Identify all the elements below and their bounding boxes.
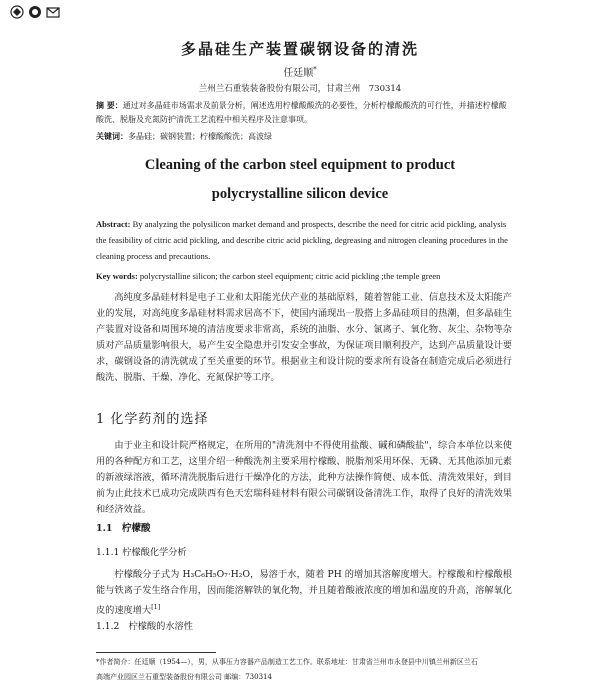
keywords-en-text: polycrystalline silicon; the carbon steel equipment; citric acid pickling ;the temple green [139,271,441,281]
abstract-cn-text: 通过对多晶硅市场需求及前景分析，阐述选用柠檬酸酸洗的必要性，分析柠檬酸酸洗的可行性，并描述柠檬酸酸洗、脱脂及充氮防护清洗工艺流程中相关程序及注意事项。 [96,101,507,124]
citation-ref: [1] [151,603,161,611]
subsection-1-1-2-heading: 1.1.2 柠檬酸的水溶性 [96,621,193,632]
section-1-paragraph: 由于业主和设计院严格规定，在所用的"清洗剂中不得使用盐酸、碱和磷酸盐"，综合本单位以来使用的各种配方和工艺，这里介绍一种酸洗剂主要采用柠檬酸、脱脂剂采用环保、无磷、无其他添加元素的新液绿溶液，循环清洗脱脂后进行干燥净化的方法，此种方法操作简便、成本低、清洗效果好，到目前为止此技术已成功完成陕西有色天宏瑞科硅材料有限公司碳钢设备清洗工作，取得了良好的清洗效果和经济效益。 [96,440,512,515]
keywords-cn-label: 关键词： [96,131,128,141]
subsection-1-1-1-text: 柠檬酸分子式为 H₃C₆H₅O₇·H₂O，易溶于水，随着 PH 的增加其溶解度增大。柠檬酸和柠檬酸根能与铁离子发生络合作用，因而能溶解铁的氧化物，并且随着酸液浓度的增加和温度的升高，溶解氧化皮的速度增大 [96,569,512,617]
footnote-divider [96,652,216,653]
abstract-cn-label: 摘 要： [96,100,123,110]
abstract-en-label: Abstract: [96,219,131,229]
press-logo-icon [46,5,60,19]
keywords-en-label: Key words: [96,271,138,281]
footnote-line-2: 高端产业园区兰石重型装备股份有限公司 邮编：730314 [96,673,272,681]
abstract-en [96,216,512,264]
section-1-heading: 1 化学药剂的选择 [96,412,209,427]
abstract-en-text: By analyzing the polysilicon market demand and prospects, describe the need for citric acid pickling, analysis the feasibility of citric acid pickling, and describe citric acid pickling, degreasing and nitrogen cleaning procedures in the cleaning process and precautions. [96,219,508,261]
subsection-1-1-1-paragraph [96,567,512,619]
intro-paragraph: 高纯度多晶硅材料是电子工业和太阳能光伏产业的基础原料，随着智能工业、信息技术及太阳能产业的发展，对高纯度多晶硅材料需求居高不下，使国内涌现出一股搭上多晶硅项目的热潮，但多晶硅生产装置对设备和周围环境的清洁度要求非常高，系统的油脂、水分、氯离子、氧化物、灰尘、杂物等杂质对产品质量影响很大，易产生安全隐患并引发安全事故，为保证项目顺利投产，达到产品质量设计要求，碳钢设备的清洗就成了至关重要的环节。根据业主和设计院的要求所有设备在制造完成后必须进行酸洗、脱脂、干燥、净化、充氮保护等工序。 [96,292,512,383]
paper-title-en-line1: Cleaning of the carbon steel equipment to product [144,157,456,173]
journal-header [10,4,60,20]
publisher-logo-icon [28,5,42,19]
author-line [0,64,600,79]
affiliation: 兰州兰石重装装备股份有限公司，甘肃兰州 730314 [198,84,402,94]
subsection-1-1-1-heading: 1.1.1 柠檬酸化学分析 [96,547,187,558]
author-footnote-mark: * [313,65,317,74]
author-name: 任廷顺 [283,68,314,79]
keywords-en [96,268,512,284]
abstract-cn [96,98,510,127]
subsection-1-1-heading: 1.1 柠檬酸 [96,523,151,534]
paper-title-cn: 多晶硅生产装置碳钢设备的清洗 [180,40,419,58]
footnote-line-1: *作者简介：任廷顺（1954—），男，从事压力容器产品制造工艺工作。联系地址：甘肃省兰州市永登县中川镇兰州新区兰石 [96,658,478,666]
keywords-cn [96,129,510,144]
journal-logo-icon [10,5,24,19]
keywords-cn-text: 多晶硅；碳钢装置；柠檬酸酸洗；高波绿 [128,132,272,141]
paper-title-en-line2: polycrystalline silicon device [211,186,389,202]
footnote [96,655,516,685]
